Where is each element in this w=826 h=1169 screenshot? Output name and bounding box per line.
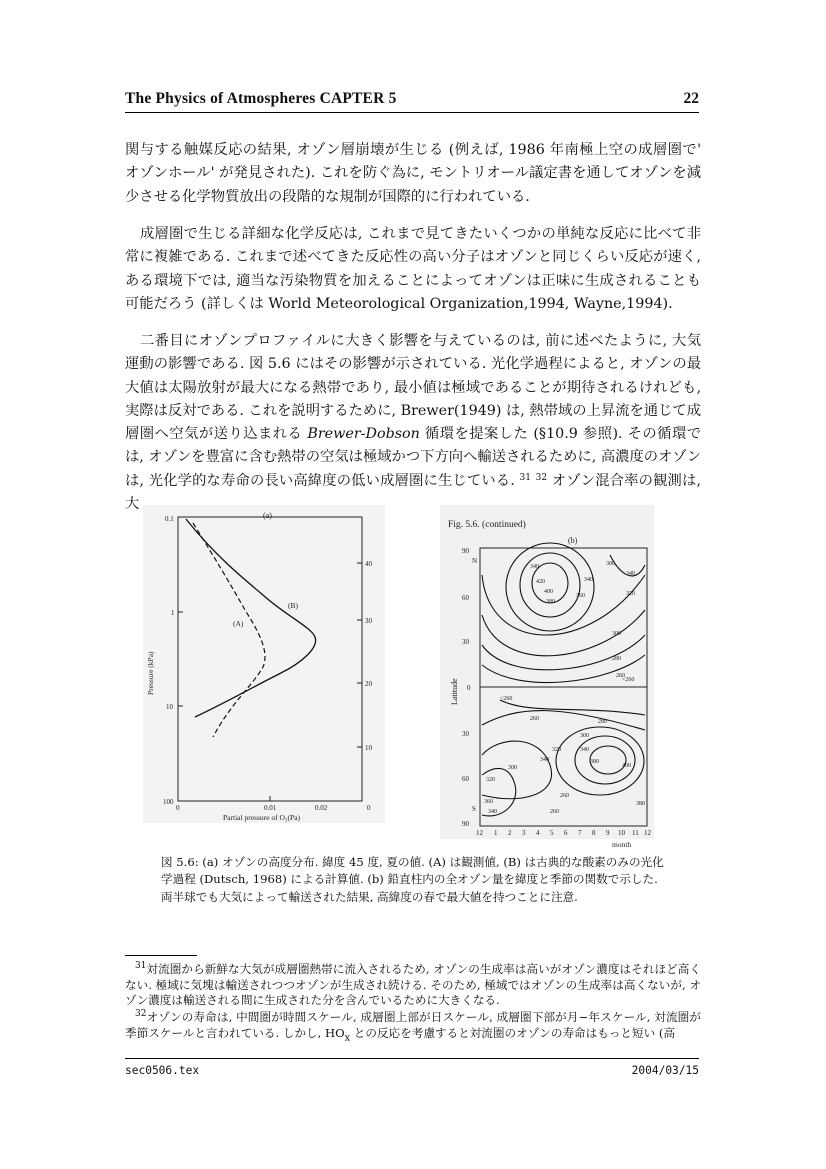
figure-a-xlabel: Partial pressure of O₃(Pa) [223, 813, 300, 822]
figure-a-rtick-2: 20 [365, 680, 372, 688]
paragraph-2: 成層圏で生じる詳細な化学反応は, これまで見てきたいくつかの単純な反応に比べて非常に複雑である. これまで述べてきた反応性の高い分子はオゾンと同じくらい反応が速く, ある環境下では, 適当な汚染物質を加えることによってオゾンは正味に生成されることも可能だろう (詳しくは World Meteorological Organization,1994, Wayne,1994). [125, 226, 701, 312]
footnote-32-text-a: オゾンの寿命は, 中間圏が時間スケール, 成層圏上部が日スケール, 成層圏下部が月−年スケール, 対流圏が季節スケールと言われている. しかし, HO [125, 1010, 701, 1040]
figure-b-clabel-21: 340 [540, 757, 549, 763]
figure-a-ozone-profile [143, 505, 385, 823]
figure-b-clabel-17: 320 [552, 747, 561, 753]
figure-b-xtick-4: 4 [536, 829, 540, 837]
figure-b-clabel-0: 340 [530, 564, 539, 570]
figure-b-clabel-19: 380 [590, 759, 599, 765]
figure-a-ytick-1: 1 [171, 609, 175, 617]
figure-b-xtick-11: 11 [632, 829, 639, 837]
figure-a-rtick-3: 10 [365, 744, 372, 752]
figure-b-ozone-contours [440, 505, 654, 849]
paragraph-3-text-a: 二番目にオゾンプロファイルに大きく影響を与えているのは, 前に述べたように, 大気運動の影響である. 図 5.6 にはその影響が示されている. 光化学過程によると, オゾンの最大値は太陽放射が最大になる熱帯であり, 最小値は極域であることが期待されるけれども, 実際は反対である. これを説明するために, Brewer(1949) は, 熱帯域の上昇流を通じて成層圏へ空気が送り込まれる [125, 333, 701, 443]
footer-date: 2004/03/15 [631, 1064, 699, 1077]
figure-a-label-a: (A) [233, 619, 244, 628]
figure-b-xtick-7: 7 [578, 829, 582, 837]
figure-a-xtick-1: 0.01 [264, 804, 277, 812]
figure-a-xtick-3: 0 [367, 804, 371, 812]
figure-b-xlabel: month [612, 840, 632, 849]
figure-b-panel-label: (b) [568, 536, 578, 545]
figure-b-ytick-5: 60 [462, 775, 469, 783]
paragraph-1: 関与する触媒反応の結果, オゾン層崩壊が生じる (例えば, 1986 年南極上空の成層圏で' オゾンホール' が発見された). これを防ぐ為に, モントリオール議定書を通してオゾンを減少させる化学物質放出の段階的な規制が国際的に行われている. [125, 142, 701, 205]
footnote-32 [125, 1010, 701, 1045]
figure-b-clabel-8: 320 [626, 591, 635, 597]
figure-b-clabel-23: 300 [508, 765, 517, 771]
figure-b-xtick-6: 6 [564, 829, 568, 837]
figure-a-panel-label: (a) [263, 511, 272, 520]
brewer-dobson-term: Brewer-Dobson [307, 426, 420, 443]
footnote-ref-31: 31 [519, 472, 531, 483]
figure-b-clabel-7: 340 [626, 571, 635, 577]
figure-b-ytick-2: 30 [462, 638, 469, 646]
figure-b-ytick-4: 30 [462, 730, 469, 738]
figure-b-clabel-20: 400 [622, 763, 631, 769]
figure-b-clabel-14: 260 [530, 716, 539, 722]
figure-b-ytick-3: 0 [467, 684, 471, 692]
figure-b-clabel-26: 380 [636, 801, 645, 807]
figure-b-xtick-2: 2 [508, 829, 512, 837]
figure-a-ytick-0: 0.1 [165, 515, 174, 523]
figure-b-clabel-15: 280 [598, 719, 607, 725]
figure-b-ytick-0: 90 [462, 547, 469, 555]
figure-b-hemi-n: N [472, 557, 478, 565]
footnote-31-mark: 31 [135, 961, 147, 971]
figure-b-clabel-16: 300 [580, 733, 589, 739]
footer-rule [125, 1058, 699, 1059]
figure-b-clabel-3: 380 [546, 599, 555, 605]
figure-b-xtick-3: 3 [522, 829, 526, 837]
figure-b-clabel-24: 260 [560, 793, 569, 799]
figure-b-clabel-18: 340 [580, 747, 589, 753]
footnote-rule [125, 955, 197, 956]
figure-b-ytick-1: 60 [462, 594, 469, 602]
figure-b-xtick-5: 5 [550, 829, 554, 837]
figure-b-clabel-2: 400 [544, 589, 553, 595]
figure-b-clabel-27: 340 [488, 809, 497, 815]
figure-b-clabel-25: 360 [484, 799, 493, 805]
figure-a-rtick-0: 40 [365, 560, 372, 568]
footnote-ref-32: 32 [535, 472, 548, 483]
figure-b-ytick-6: 90 [462, 820, 469, 828]
figure-b-clabel-9: 300 [612, 631, 621, 637]
figure-a-ytick-2: 10 [166, 703, 173, 711]
figure-b-clabel-11: 260 [616, 673, 625, 679]
figure-a-rtick-1: 30 [365, 617, 372, 625]
figure-b-xtick-9: 9 [606, 829, 610, 837]
header-rule [125, 112, 699, 113]
figure-b-xtick-8: 8 [592, 829, 596, 837]
footnote-32-sub: x [344, 1031, 351, 1043]
figure-a-xtick-0: 0 [176, 804, 180, 812]
figure-b-clabel-6: 360 [576, 593, 585, 599]
footnote-31-text: 対流圏から新鮮な大気が成層圏熱帯に流入されるため, オゾンの生成率は高いがオゾン濃度はそれほど高くない. 極域に気塊は輸送されつつオゾンが生成され続ける. そのため, 極域ではオゾンの生成率は高くないが, オゾン濃度は輸送される間に生成された分を含んでいるために大きくなる. [125, 962, 701, 1007]
figure-b-clabel-12: <260 [622, 677, 635, 683]
paragraph-3-text-c: オゾン混合率の観測は, 大 [125, 472, 701, 513]
figure-b-xtick-12: 12 [644, 829, 651, 837]
running-header [125, 90, 699, 110]
footer-filename: sec0506.tex [125, 1064, 200, 1077]
figure-a-label-b: (B) [288, 601, 298, 610]
figure-b-ylabel: Latitude [450, 678, 459, 705]
paragraph-3 [125, 330, 701, 516]
footnote-32-mark: 32 [135, 1009, 147, 1019]
figure-b-hemi-s: S [472, 805, 476, 813]
figure-b-clabel-13: <260 [500, 696, 513, 702]
figure-caption: 図 5.6: (a) オゾンの高度分布. 緯度 45 度, 夏の値. (A) は観測値, (B) は古典的な酸素のみの光化学過程 (Dutsch, 1968) による計算値. (b) 鉛直柱内の全オゾン量を緯度と季節の関数で示した. 両半球でも大気によって輸送された結果, 高緯度の春で最大値を持つことに注意. [161, 855, 664, 904]
page-number: 22 [683, 90, 699, 107]
figure-b-xtick-1: 1 [494, 829, 498, 837]
figure-b-clabel-5: 300 [606, 561, 615, 567]
figure-b-clabel-28: 260 [550, 809, 559, 815]
figure-a-ytick-3: 100 [163, 798, 174, 806]
figure-b-clabel-10: 280 [612, 656, 621, 662]
figure-b-clabel-22: 320 [486, 777, 495, 783]
figure-b-xtick-0: 12 [476, 829, 483, 837]
running-title: The Physics of Atmospheres CAPTER 5 [125, 90, 397, 107]
figure-a-ylabel: Pressure (kPa) [146, 651, 155, 695]
figure-b-clabel-4: 340 [584, 577, 593, 583]
footnote-31 [125, 962, 701, 1009]
paragraph-3-text-b: 循環を提案した (§10.9 参照). その循環では, オゾンを豊富に含む熱帯の空気は極域かつ下方向へ輸送されるために, 高濃度のオゾンは, 光化学的な寿命の長い高緯度の低い成層圏に生じている. [125, 426, 702, 489]
figure-b-title: Fig. 5.6. (continued) [448, 520, 526, 530]
footnote-32-text-b: との反応を考慮すると対流圏のオゾンの寿命はもっと短い (高 [350, 1025, 676, 1040]
figure-b-clabel-1: 420 [536, 579, 545, 585]
figure-b-xtick-10: 10 [618, 829, 625, 837]
figure-a-xtick-2: 0.02 [315, 804, 328, 812]
